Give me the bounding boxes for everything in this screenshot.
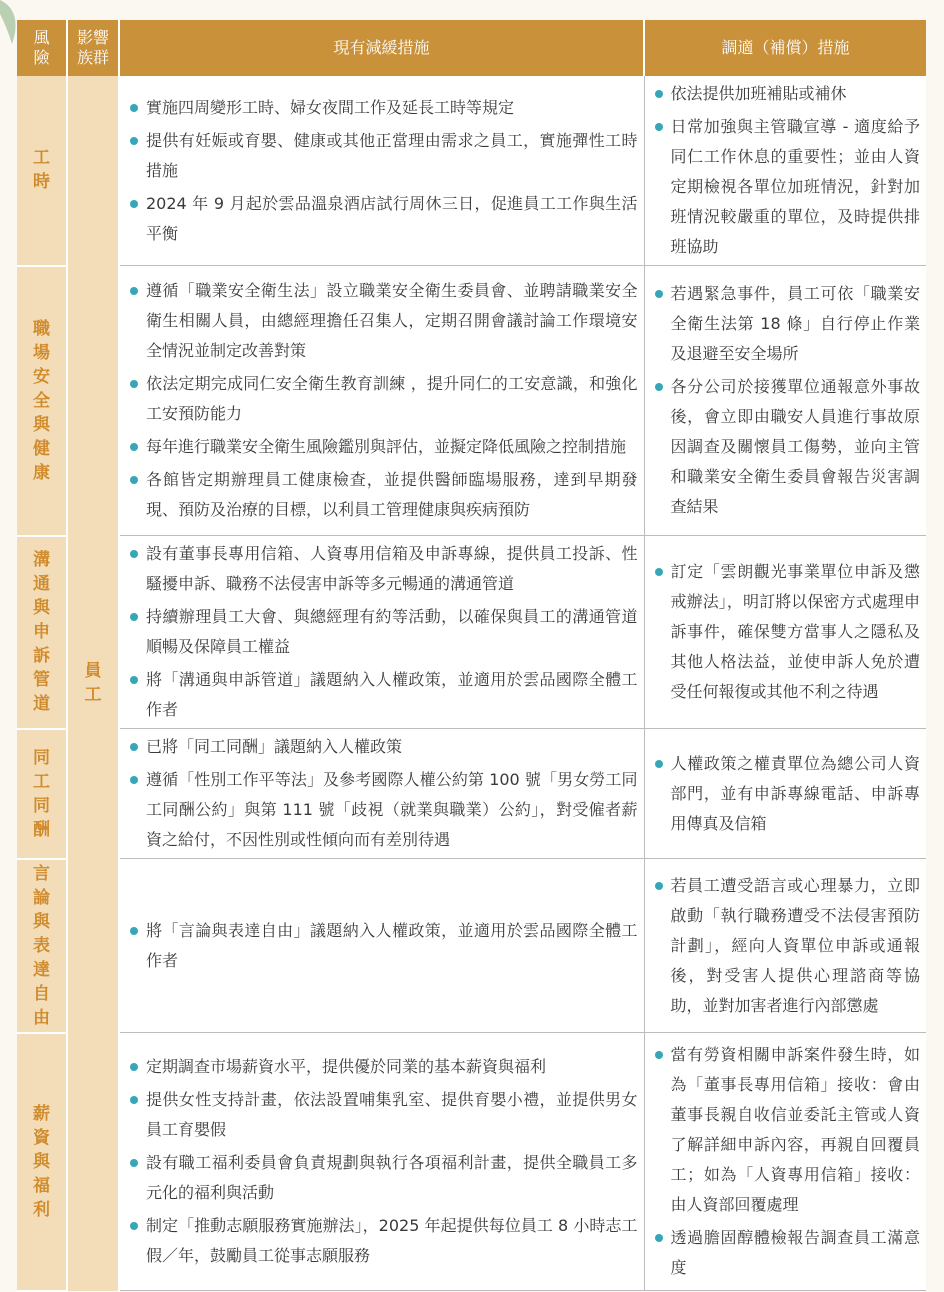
header-risk: 風險: [17, 20, 67, 76]
header-group: 影響族群: [67, 20, 119, 76]
risk-table: [17, 20, 926, 1292]
list-item: 設有董事長專用信箱、人資專用信箱及申訴專線，提供員工投訴、性騷擾申訴、職務不法侵害申訴等多元暢通的溝通管道: [128, 539, 638, 599]
adaptation-measures-cell: [644, 536, 926, 729]
header-row: [17, 20, 926, 76]
list-item: 定期調查市場薪資水平，提供優於同業的基本薪資與福利: [128, 1052, 638, 1082]
list-item: 依法提供加班補貼或補休: [653, 79, 921, 109]
list-item: 若員工遭受語言或心理暴力，立即啟動「執行職務遭受不法侵害預防計劃」，經向人資單位申訴或通報後，對受害人提供心理諮商等協助，並對加害者進行內部懲處: [653, 871, 921, 1021]
risk-cell: 職場安全與健康: [17, 266, 67, 536]
list-item: 將「溝通與申訴管道」議題納入人權政策，並適用於雲品國際全體工作者: [128, 665, 638, 725]
list-item: 若遇緊急事件，員工可依「職業安全衛生法第 18 條」自行停止作業及退避至安全場所: [653, 279, 921, 369]
table-row: [17, 76, 926, 266]
list-item: 每年進行職業安全衛生風險鑑別與評估，並擬定降低風險之控制措施: [128, 432, 638, 462]
risk-cell: 同工同酬: [17, 729, 67, 859]
list-item: 2024 年 9 月起於雲品溫泉酒店試行周休三日，促進員工工作與生活平衡: [128, 189, 638, 249]
table-row: [17, 266, 926, 536]
current-measures-cell: [119, 266, 644, 536]
list-item: 提供有妊娠或育嬰、健康或其他正當理由需求之員工，實施彈性工時措施: [128, 126, 638, 186]
list-item: 遵循「性別工作平等法」及參考國際人權公約第 100 號「男女勞工同工同酬公約」與第 111 號「歧視（就業與職業）公約」，對受僱者薪資之給付，不因性別或性傾向而有差別待遇: [128, 765, 638, 855]
list-item: 制定「推動志願服務實施辦法」，2025 年起提供每位員工 8 小時志工假／年，鼓勵員工從事志願服務: [128, 1211, 638, 1271]
list-item: 透過膽固醇體檢報告調查員工滿意度: [653, 1223, 921, 1283]
list-item: 訂定「雲朗觀光事業單位申訴及懲戒辦法」，明訂將以保密方式處理申訴事件，確保雙方當事人之隱私及其他人格法益，並使申訴人免於遭受任何報復或其他不利之待遇: [653, 557, 921, 707]
list-item: 將「言論與表達自由」議題納入人權政策，並適用於雲品國際全體工作者: [128, 916, 638, 976]
list-item: 人權政策之權責單位為總公司人資部門，並有申訴專線電話、申訴專用傳真及信箱: [653, 749, 921, 839]
risk-cell: 薪資與福利: [17, 1033, 67, 1291]
list-item: 提供女性支持計畫，依法設置哺集乳室、提供育嬰小禮，並提供男女員工育嬰假: [128, 1085, 638, 1145]
list-item: 依法定期完成同仁安全衛生教育訓練 ，提升同仁的工安意識，和強化工安預防能力: [128, 369, 638, 429]
risk-cell: 溝通與申訴管道: [17, 536, 67, 729]
list-item: 實施四周變形工時、婦女夜間工作及延長工時等規定: [128, 93, 638, 123]
list-item: 當有勞資相關申訴案件發生時，如為「董事長專用信箱」接收：會由董事長親自收信並委託主管或人資了解詳細申訴內容，再親自回覆員工；如為「人資專用信箱」接收：由人資部回覆處理: [653, 1040, 921, 1220]
affected-group-cell: 員工: [67, 76, 119, 1291]
current-measures-cell: [119, 729, 644, 859]
list-item: 設有職工福利委員會負責規劃與執行各項福利計畫，提供全職員工多元化的福利與活動: [128, 1148, 638, 1208]
header-adaptation: 調適（補償）措施: [644, 20, 926, 76]
adaptation-measures-cell: [644, 266, 926, 536]
current-measures-cell: [119, 536, 644, 729]
table-row: [17, 536, 926, 729]
table-row: [17, 859, 926, 1033]
current-measures-cell: [119, 859, 644, 1033]
risk-cell: 工時: [17, 76, 67, 266]
list-item: 遵循「職業安全衛生法」設立職業安全衛生委員會、並聘請職業安全衛生相關人員，由總經理擔任召集人，定期召開會議討論工作環境安全情況並制定改善對策: [128, 276, 638, 366]
header-current: 現有減緩措施: [119, 20, 644, 76]
list-item: 持續辦理員工大會、與總經理有約等活動，以確保與員工的溝通管道順暢及保障員工權益: [128, 602, 638, 662]
risk-cell: 言論與表達自由: [17, 859, 67, 1033]
list-item: 各館皆定期辦理員工健康檢查，並提供醫師臨場服務，達到早期發現、預防及治療的目標，以利員工管理健康與疾病預防: [128, 465, 638, 525]
adaptation-measures-cell: [644, 76, 926, 266]
list-item: 日常加強與主管職宣導 - 適度給予同仁工作休息的重要性；並由人資定期檢視各單位加班情況，針對加班情況較嚴重的單位，及時提供排班協助: [653, 112, 921, 262]
adaptation-measures-cell: [644, 1033, 926, 1291]
list-item: 各分公司於接獲單位通報意外事故後，會立即由職安人員進行事故原因調查及關懷員工傷勢，並向主管和職業安全衛生委員會報告災害調查結果: [653, 372, 921, 522]
list-item: 已將「同工同酬」議題納入人權政策: [128, 732, 638, 762]
current-measures-cell: [119, 1033, 644, 1291]
current-measures-cell: [119, 76, 644, 266]
adaptation-measures-cell: [644, 859, 926, 1033]
table-row: [17, 729, 926, 859]
adaptation-measures-cell: [644, 729, 926, 859]
table-row: [17, 1033, 926, 1291]
